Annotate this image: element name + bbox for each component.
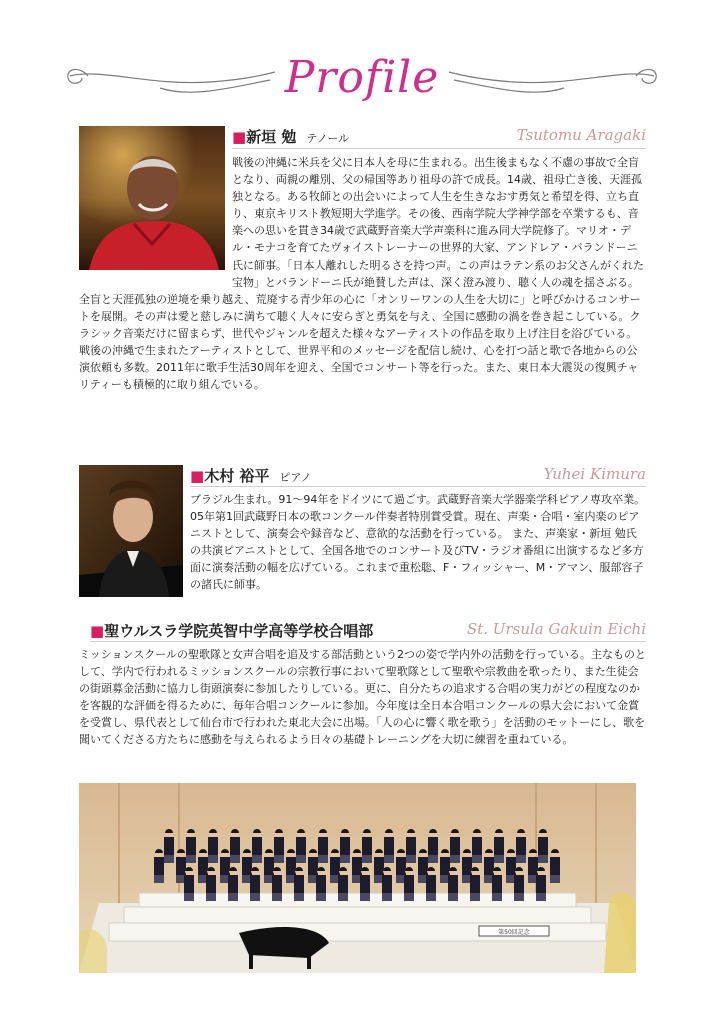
choir-singer — [448, 867, 458, 901]
arakaki-divider — [232, 148, 646, 149]
arakaki-role: テノール — [306, 132, 350, 145]
choir-singer — [550, 849, 560, 883]
kimura-script-name: Yuhei Kimura — [543, 465, 646, 483]
choir-singer — [294, 867, 304, 901]
arakaki-bio-text: 戦後の沖縄に米兵を父に日本人を母に生まれる。出生後まもなく不慮の事故で全盲となり、両親の離別、父の帰国等あり祖母の許で成長。14歳、祖母亡き後、天涯孤独となる。ある牧師との出会いによって人生を生きなおす勇気と希望を得、立ち直り、東京キリスト教短期大学進学。その後、西南学院大学神学部を卒業するも、音楽への思いを貫き34歳で武蔵野音楽大学声楽科に進み同大学院修了。マリオ・デル・モナコを育てたヴォイストレーナーの世界的大家、アンドレア・バランドーニ氏に師事。「日本人離れした明るさを持つ声。この声はラテン系のお父さんがくれた宝物」とバランドーニ氏が絶賛した声は、深く澄み渡り、聴く人の魂を揺さぶる。全盲と天涯孤独の逆境を乗り越え、荒廃する青少年の心に「オンリーワンの人生を大切に」と呼びかけるコンサートを展開。その声は愛と慈しみに満ちて聴く人々に安らぎと勇気を与え、全国に感動の渦を巻き起こしている。クラシック音楽だけに留まらず、世代やジャンルを超えた様々なアーティストの作品を取り上げ注目を浴びている。戦後の沖縄で生まれたアーティストとして、世界平和のメッセージを配信し続け、心を打つ話と歌で各地からの公演依頼も多数。2011年に歌手生活30周年を迎え、全国でコンサート等を行った。また、東日本大震災の復興チャリティーも積極的に取り組んでいる。 — [79, 156, 644, 392]
kimura-name: 木村 裕平 — [204, 467, 270, 485]
choir-singer — [536, 867, 546, 901]
choir-singer — [154, 849, 164, 883]
choir-singer — [184, 867, 194, 901]
choir-singer — [472, 829, 482, 863]
choir-singer — [250, 867, 260, 901]
choir-singer — [338, 867, 348, 901]
kimura-bio: ブラジル生まれ。91〜94年をドイツにて過ごす。武蔵野音楽大学器楽学科ピアノ専攻卒業。05年第1回武蔵野日本の歌コンクール伴奏者特別賞受賞。現在、声楽・合唱・室内楽のピアニストとして、演奏会や録音など、意欲的な活動を行っている。 また、声楽家・新垣 勉氏の共演ピアニストとして、全国各地でのコンサート及びTV・ラジオ番組に出演するなど多方面に演奏活動の幅を広げている。これまで重松聡、F・フィッシャー、M・アマン、服部容子の諸氏に師事。 — [190, 493, 646, 592]
heading-marker: ■ — [232, 128, 247, 146]
choir-singer — [362, 829, 372, 863]
choir-singer — [514, 867, 524, 901]
choir-singer — [274, 829, 284, 863]
choir-singer — [406, 829, 416, 863]
arakaki-name-row — [232, 126, 349, 147]
choir-singer — [228, 867, 238, 901]
page-title: Profile — [284, 52, 440, 103]
choir-name: 聖ウルスラ学院英智中学高等学校合唱部 — [104, 622, 374, 640]
choir-singer — [470, 867, 480, 901]
choir-singer — [492, 867, 502, 901]
choir-bio: ミッションスクールの聖歌隊と女声合唱を追及する部活動という2つの姿で学内外の活動を行っている。主なものとして、学内で行われるミッションスクールの宗教行事において聖歌隊として聖歌や宗教曲を歌ったり、また生徒会の街頭募金活動に協力し街頭演奏に参加したりしている。更に、自分たちの追求する合唱の実力がどの程度なのかを客観的な評価を得るために、毎年合唱コンクールに参加。今年度は全日本合唱コンクールの県大会において金賞を受賞し、県代表として仙台市で行われた東北大会に出場。「人の心に響く歌を歌う」を活動のモットーにし、歌を聞いてくださる方たちに感動を与えられるよう日々の基礎トレーニングを大切に練習を重ねている。 — [79, 648, 647, 747]
choir-singer — [426, 867, 436, 901]
choir-singer — [230, 829, 240, 863]
choir-singer — [382, 867, 392, 901]
heading-marker: ■ — [90, 622, 105, 640]
heading-marker: ■ — [190, 467, 205, 485]
choir-singer — [428, 829, 438, 863]
choir-singer — [208, 829, 218, 863]
choir-singer — [340, 829, 350, 863]
arakaki-script-name: Tsutomu Aragaki — [516, 126, 646, 144]
kimura-name-row — [190, 465, 312, 486]
choir-singer — [296, 829, 306, 863]
arakaki-bio — [79, 154, 646, 393]
choir-photo — [79, 783, 636, 973]
arakaki-name: 新垣 勉 — [246, 128, 297, 146]
choir-singer — [450, 829, 460, 863]
choir-singer — [318, 829, 328, 863]
choir-name-row — [90, 620, 373, 641]
choir-singer — [316, 867, 326, 901]
choir-singer — [360, 867, 370, 901]
choir-singer — [516, 829, 526, 863]
choir-singer — [164, 829, 174, 863]
choir-singer — [404, 867, 414, 901]
kimura-divider — [190, 486, 646, 487]
kimura-role: ピアノ — [279, 471, 312, 484]
choir-script-name: St. Ursula Gakuin Eichi — [466, 620, 646, 638]
choir-singer — [494, 829, 504, 863]
choir-singer — [206, 867, 216, 901]
choir-singer — [384, 829, 394, 863]
choir-singer — [252, 829, 262, 863]
stage-sign: 第50回記念 — [498, 929, 530, 936]
kimura-photo — [79, 465, 183, 597]
choir-divider — [90, 641, 646, 642]
choir-singer — [272, 867, 282, 901]
choir-singer — [538, 829, 548, 863]
choir-singer — [186, 829, 196, 863]
